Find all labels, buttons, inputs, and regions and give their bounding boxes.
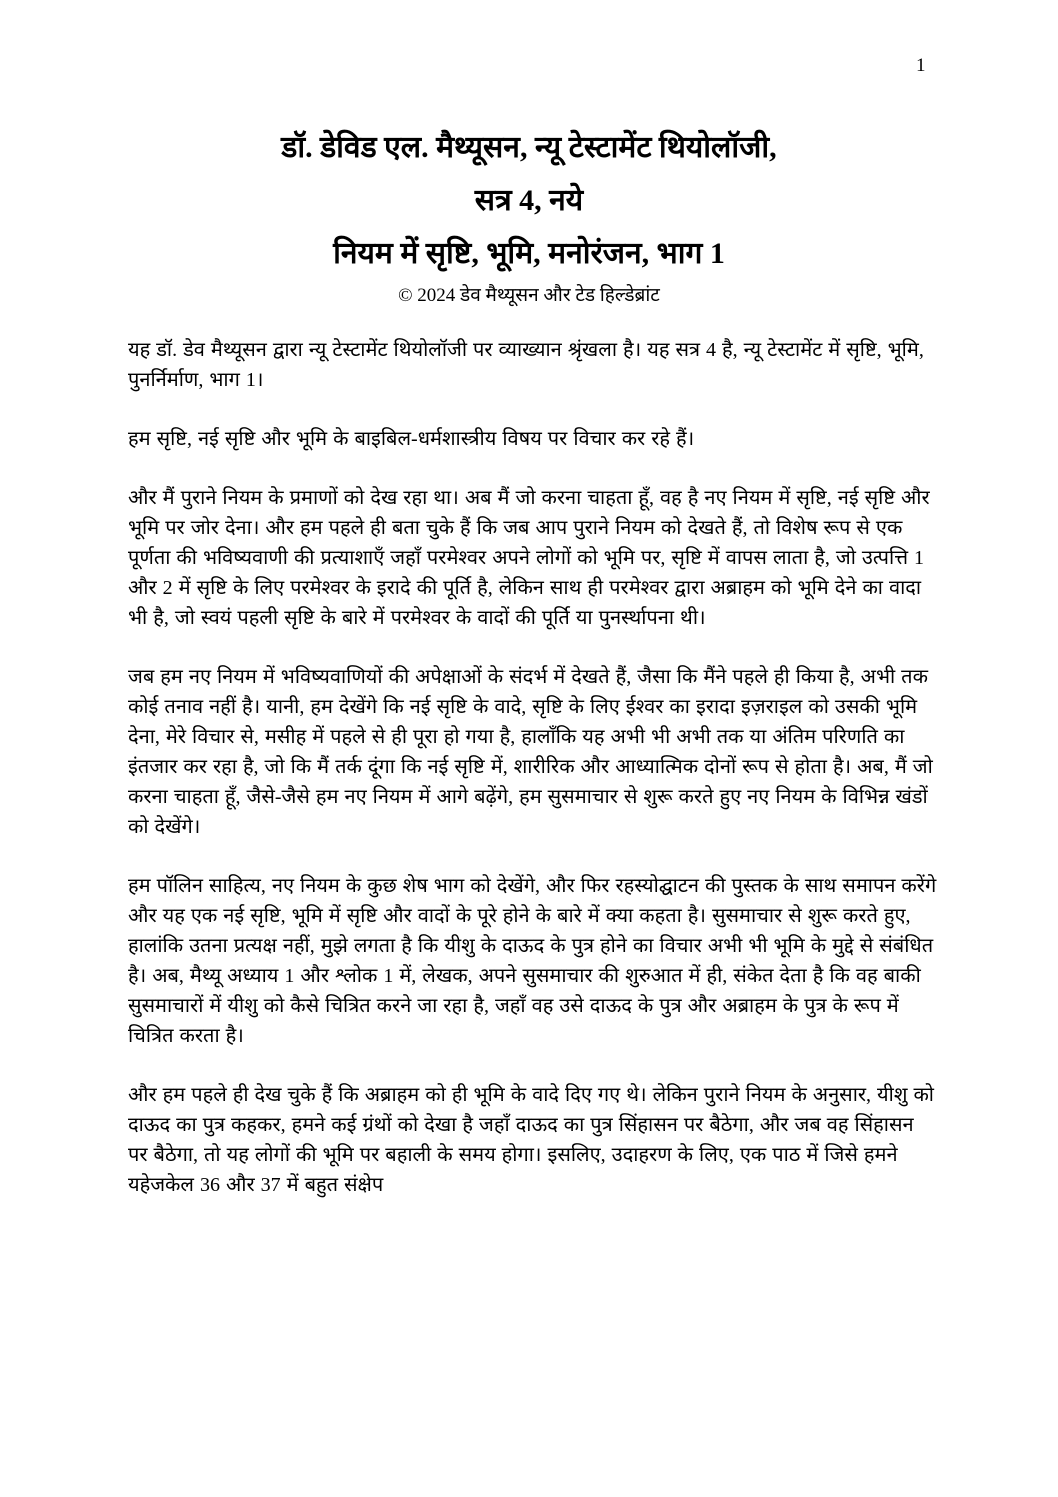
paragraph-3: और मैं पुराने नियम के प्रमाणों को देख रहा था। अब मैं जो करना चाहता हूँ, वह है नए नियम में सृष्टि, नई सृष्टि और भूमि पर जोर देना। और हम पहले ही बता चुके हैं कि जब आप पुराने नियम को देखते हैं, तो विशेष रूप से एक पूर्णता की भविष्यवाणी की प्रत्याशाएँ जहाँ परमेश्वर अपने लोगों को भूमि पर, सृष्टि में वापस लाता है, जो उत्पत्ति 1 और 2 में सृष्टि के लिए परमेश्वर के इरादे की पूर्ति है, लेकिन साथ ही परमेश्वर द्वारा अब्राहम को भूमि देने का वादा भी है, जो स्वयं पहली सृष्टि के बारे में परमेश्वर के वादों की पूर्ति या पुनर्स्थापना थी। <box>128 487 930 629</box>
title-line-3: नियम में सृष्टि, भूमि, मनोरंजन, भाग 1 <box>333 237 725 270</box>
paragraph-5: हम पॉलिन साहित्य, नए नियम के कुछ शेष भाग को देखेंगे, और फिर रहस्योद्घाटन की पुस्तक के साथ समापन करेंगे और यह एक नई सृष्टि, भूमि में सृष्टि और वादों के पूरे होने के बारे में क्या कहता है। सुसमाचार से शुरू करते हुए, हालांकि उतना प्रत्यक्ष नहीं, मुझे लगता है कि यीशु के दाऊद के पुत्र होने का विचार अभी भी भूमि के मुद्दे से संबंधित है। अब, मैथ्यू अध्याय 1 और श्लोक 1 में, लेखक, अपने सुसमाचार की शुरुआत में ही, संकेत देता है कि वह बाकी सुसमाचारों में यीशु को कैसे चित्रित करने जा रहा है, जहाँ वह उसे दाऊद के पुत्र और अब्राहम के पुत्र के रूप में चित्रित करता है। <box>128 875 937 1047</box>
page-number: 1 <box>916 55 926 76</box>
document-title <box>80 121 978 280</box>
title-line-2: सत्र 4, नये <box>474 184 584 217</box>
paragraph-4: जब हम नए नियम में भविष्यवाणियों की अपेक्षाओं के संदर्भ में देखते हैं, जैसा कि मैंने पहले ही किया है, अभी तक कोई तनाव नहीं है। यानी, हम देखेंगे कि नई सृष्टि के वादे, सृष्टि के लिए ईश्वर का इरादा इज़राइल को उसकी भूमि देना, मेरे विचार से, मसीह में पहले से ही पूरा हो गया है, हालाँकि यह अभी भी अभी तक या अंतिम परिणति का इंतजार कर रहा है, जो कि मैं तर्क दूंगा कि नई सृष्टि में, शारीरिक और आध्यात्मिक दोनों रूप से होता है। अब, मैं जो करना चाहता हूँ, जैसे-जैसे हम नए नियम में आगे बढ़ेंगे, हम सुसमाचार से शुरू करते हुए नए नियम के विभिन्न खंडों को देखेंगे। <box>128 666 933 838</box>
paragraph-2: हम सृष्टि, नई सृष्टि और भूमि के बाइबिल-धर्मशास्त्रीय विषय पर विचार कर रहे हैं। <box>128 428 695 450</box>
paragraph-1: यह डॉ. डेव मैथ्यूसन द्वारा न्यू टेस्टामेंट थियोलॉजी पर व्याख्यान श्रृंखला है। यह सत्र 4 है, न्यू टेस्टामेंट में सृष्टि, भूमि, पुनर्निर्माण, भाग 1। <box>128 339 924 391</box>
document-header <box>80 121 978 309</box>
title-line-1: डॉ. डेविड एल. मैथ्यूसन, न्यू टेस्टामेंट थियोलॉजी, <box>281 131 777 164</box>
document-body <box>0 309 1058 1200</box>
paragraph-6: और हम पहले ही देख चुके हैं कि अब्राहम को ही भूमि के वादे दिए गए थे। लेकिन पुराने नियम के अनुसार, यीशु को दाऊद का पुत्र कहकर, हमने कई ग्रंथों को देखा है जहाँ दाऊद का पुत्र सिंहासन पर बैठेगा, और जब वह सिंहासन पर बैठेगा, तो यह लोगों की भूमि पर बहाली के समय होगा। इसलिए, उदाहरण के लिए, एक पाठ में जिसे हमने यहेजकेल 36 और 37 में बहुत संक्षेप <box>128 1084 934 1196</box>
copyright-line: © 2024 डेव मैथ्यूसन और टेड हिल्डेब्रांट <box>398 285 660 306</box>
